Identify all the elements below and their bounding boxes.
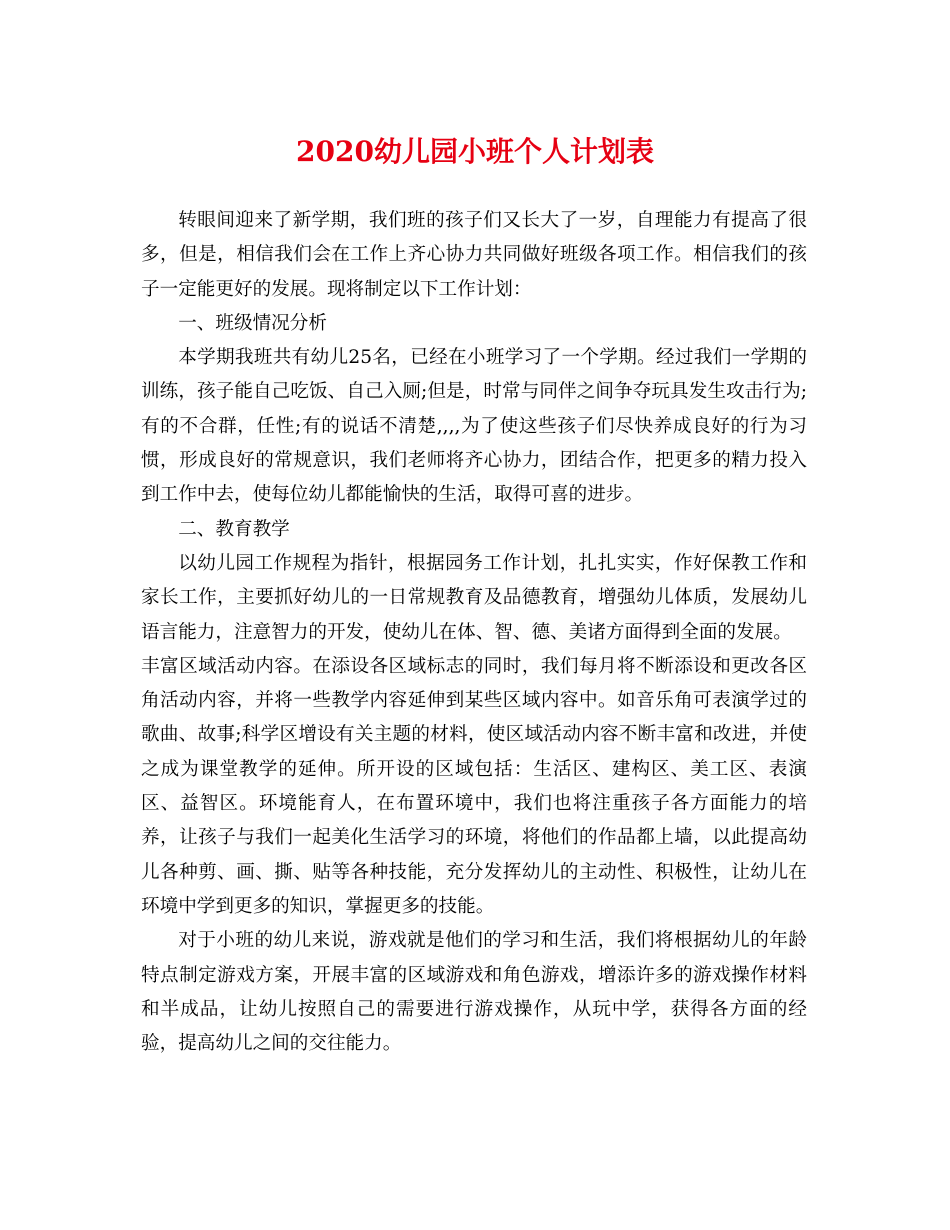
paragraph-education: 以幼儿园工作规程为指针，根据园务工作计划，扎扎实实，作好保教工作和家长工作，主要抓好幼儿的一日常规教育及品德教育，增强幼儿体质，发展幼儿语言能力，注意智力的开发，使幼儿在体、智、德、美诸方面得到全面的发展。	[141, 552, 807, 643]
section-heading-class-analysis: 一、班级情况分析	[178, 312, 327, 334]
document-title: 2020幼儿园小班个人计划表	[296, 135, 654, 168]
paragraph-games: 对于小班的幼儿来说，游戏就是他们的学习和生活，我们将根据幼儿的年龄特点制定游戏方案，开展丰富的区域游戏和角色游戏，增添许多的游戏操作材料和半成品，让幼儿按照自己的需要进行游戏操作，从玩中学，获得各方面的经验，提高幼儿之间的交往能力。	[141, 930, 807, 1055]
document-body	[141, 204, 807, 1061]
paragraph-area-activities: 丰富区域活动内容。在添设各区域标志的同时，我们每月将不断添设和更改各区角活动内容，并将一些教学内容延伸到某些区域内容中。如音乐角可表演学过的歌曲、故事;科学区增设有关主题的材料，使区域活动内容不断丰富和改进，并使之成为课堂教学的延伸。所开设的区域包括：生活区、建构区、美工区、表演区、益智区。环境能育人，在布置环境中，我们也将注重孩子各方面能力的培养，让孩子与我们一起美化生活学习的环境，将他们的作品都上墙，以此提高幼儿各种剪、画、撕、贴等各种技能，充分发挥幼儿的主动性、积极性，让幼儿在环境中学到更多的知识，掌握更多的技能。	[141, 655, 807, 917]
paragraph-class-analysis: 本学期我班共有幼儿25名，已经在小班学习了一个学期。经过我们一学期的训练，孩子能自己吃饭、自己入厕;但是，时常与同伴之间争夺玩具发生攻击行为;有的不合群，任性;有的说话不清楚,,,,为了使这些孩子们尽快养成良好的行为习惯，形成良好的常规意识，我们老师将齐心协力，团结合作，把更多的精力投入到工作中去，使每位幼儿都能愉快的生活，取得可喜的进步。	[141, 347, 807, 506]
section-heading-education: 二、教育教学	[178, 518, 290, 540]
paragraph-intro: 转眼间迎来了新学期，我们班的孩子们又长大了一岁，自理能力有提高了很多，但是，相信我们会在工作上齐心协力共同做好班级各项工作。相信我们的孩子一定能更好的发展。现将制定以下工作计划：	[141, 210, 807, 300]
